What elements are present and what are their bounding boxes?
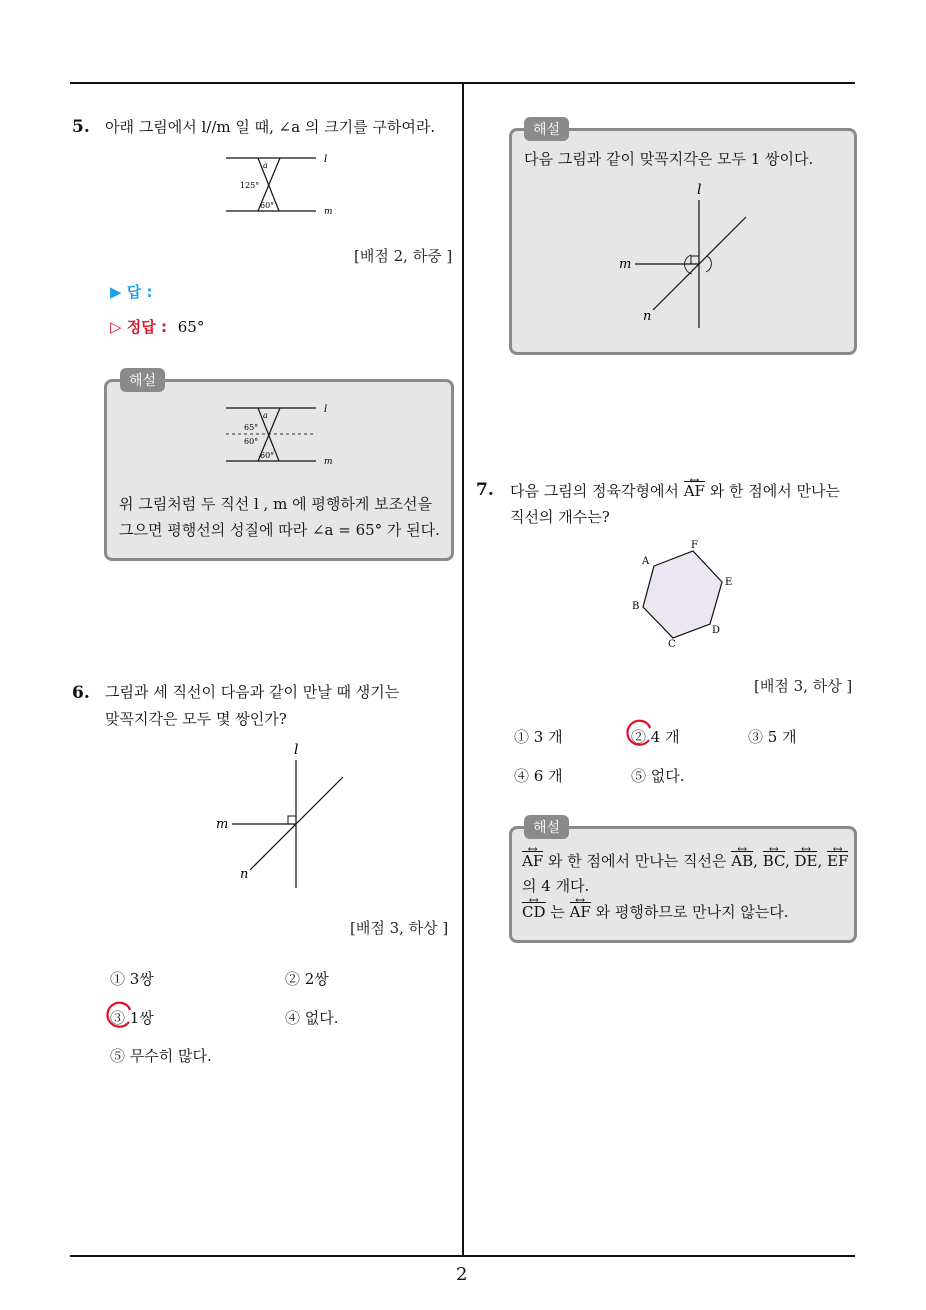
q7-number: 7. (476, 480, 494, 500)
q7-line1-b: 와 한 점에서 만나는 (709, 482, 840, 500)
q5-difficulty: [배점 2, 하중 ] (354, 247, 453, 265)
q5-label-m: m (324, 207, 333, 217)
q7-option-5[interactable]: ⑤ 없다. (631, 767, 685, 785)
q6-explanation-text: 다음 그림과 같이 맞꼭지각은 모두 1 쌍이다. (524, 150, 814, 168)
hex-label-b: B (632, 601, 640, 612)
q6-option-2[interactable]: ② 2쌍 (285, 970, 329, 988)
q7-option-1[interactable]: ① 3 개 (514, 728, 563, 746)
q5-explanation-figure (222, 400, 342, 470)
q6-option-4[interactable]: ④ 없다. (285, 1009, 339, 1027)
exp-sym-bc: ↔ BC (763, 851, 785, 870)
q6-option-1[interactable]: ① 3쌍 (110, 970, 154, 988)
q7-explanation-line2: 의 4 개다. (522, 877, 590, 895)
svg-text:65°: 65° (244, 423, 259, 432)
hex-label-a: A (642, 556, 650, 567)
svg-text:m: m (619, 257, 632, 272)
q6-explanation-tag: 해설 (524, 117, 569, 141)
q7-hexagon-figure (628, 538, 748, 650)
key-value: 65° (177, 318, 205, 336)
column-divider (462, 83, 464, 1257)
q7-option-2[interactable]: ② 4 개 (631, 728, 680, 746)
q7-option-3[interactable]: ③ 5 개 (748, 728, 797, 746)
hex-label-c: C (668, 639, 676, 650)
answer-label: ▶ 답 : (110, 283, 153, 301)
q7-hexagon (643, 551, 722, 638)
bottom-rule (70, 1255, 855, 1257)
hex-label-f: F (691, 540, 698, 551)
q6-figure (212, 740, 352, 895)
svg-text:a: a (263, 411, 268, 420)
svg-text:l: l (324, 404, 328, 415)
q7-selected-circle (624, 719, 654, 749)
svg-text:m: m (324, 457, 333, 467)
q7-line2: 직선의 개수는? (510, 508, 610, 526)
q6-line2: 맞꼭지각은 모두 몇 쌍인가? (105, 710, 287, 728)
svg-text:60°: 60° (244, 437, 259, 446)
q6-label-n: n (240, 867, 249, 882)
q5-text: 아래 그림에서 l//m 일 때, ∠a 의 크기를 구하여라. (105, 118, 436, 136)
q6-explanation-figure (615, 180, 755, 335)
q6-difficulty: [배점 3, 하상 ] (350, 919, 449, 937)
svg-text:60°: 60° (260, 451, 275, 460)
q5-answer-row (110, 281, 152, 302)
q7-explanation-tag: 해설 (524, 815, 569, 839)
hex-label-e: E (725, 577, 733, 588)
q5-figure (222, 150, 342, 220)
hex-label-d: D (712, 625, 721, 636)
q7-line1-a: 다음 그림의 정육각형에서 (510, 482, 679, 500)
q7-explanation-line1: ↔ AF 와 한 점에서 만나는 직선은 ↔ AB, ↔ BC, ↔ DE, ↔ EF (522, 847, 848, 876)
page-number: 2 (456, 1264, 468, 1285)
q5-key-row (110, 316, 204, 337)
exp-sym-de: ↔ DE (794, 851, 817, 870)
q6-label-m: m (216, 817, 229, 832)
exp-sym-af: ↔ AF (522, 851, 543, 870)
q6-line1: 그림과 세 직선이 다음과 같이 만날 때 생기는 (105, 683, 400, 701)
q7-explanation-line3: ↔ CD 는 ↔ AF 와 평행하므로 만나지 않는다. (522, 898, 789, 927)
q7-line1-symbol: ↔ AF (684, 481, 705, 500)
q6-number: 6. (72, 683, 90, 703)
q5-label-125: 125° (240, 181, 260, 190)
q6-right-angle (288, 816, 296, 824)
svg-text:l: l (697, 182, 702, 198)
q6-option-5[interactable]: ⑤ 무수히 많다. (110, 1047, 212, 1065)
exp-sym-ef: ↔ EF (827, 851, 848, 870)
q5-label-a: a (263, 161, 268, 170)
q5-label-60: 60° (260, 201, 275, 210)
q6-selected-circle (104, 1001, 134, 1031)
q5-label-l: l (324, 154, 328, 165)
exp-sym-ab: ↔ AB (731, 851, 753, 870)
exp-sym-cd: ↔ CD (522, 902, 546, 921)
q7-difficulty: [배점 3, 하상 ] (754, 677, 853, 695)
q5-explanation-tag: 해설 (120, 368, 165, 392)
key-label: ▷ 정답 : (110, 318, 167, 336)
q5-explanation-line1: 위 그림처럼 두 직선 l , m 에 평행하게 보조선을 (119, 495, 433, 513)
q6-option-3[interactable]: ③ 1쌍 (110, 1009, 154, 1027)
q5-number: 5. (72, 117, 90, 137)
q6-label-l: l (294, 742, 299, 758)
q7-option-4[interactable]: ④ 6 개 (514, 767, 563, 785)
exp-sym-af-2: ↔ AF (570, 902, 591, 921)
q5-explanation-line2: 그으면 평행선의 성질에 따라 ∠a = 65° 가 된다. (119, 521, 440, 539)
svg-text:n: n (643, 309, 652, 324)
